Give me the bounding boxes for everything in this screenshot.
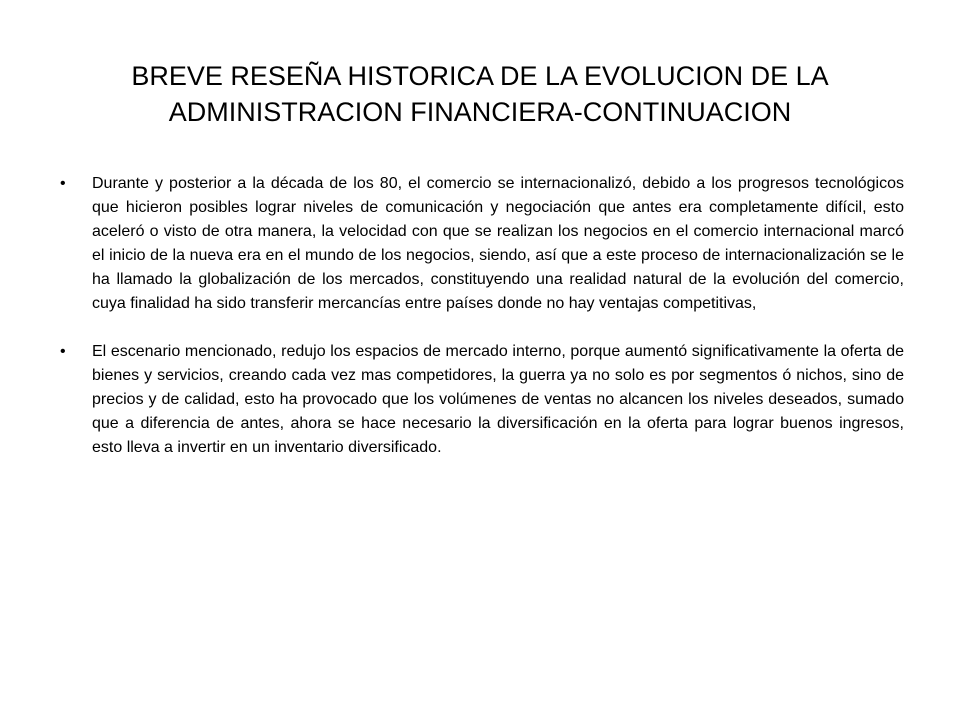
slide-title: BREVE RESEÑA HISTORICA DE LA EVOLUCION DE LA ADMINISTRACION FINANCIERA-CONTINUACION — [131, 61, 829, 127]
bullet-text: El escenario mencionado, redujo los espacios de mercado interno, porque aumentó significativamente la oferta de bienes y servicios, creando cada vez mas competidores, la guerra ya no solo es por segmentos ó nichos, sino de precios y de calidad, esto ha provocado que los volúmenes de ventas no alcancen los niveles deseados, sumado que a diferencia de antes, ahora se hace necesario la diversificación en la oferta para lograr buenos ingresos, esto lleva a invertir en un inventario diversificado. — [92, 343, 904, 456]
bullet-text: Durante y posterior a la década de los 80, el comercio se internacionalizó, debido a los progresos tecnológicos que hicieron posibles lograr niveles de comunicación y negociación que antes era completamente difícil, esto aceleró o visto de otra manera, la velocidad con que se realizan los negocios en el comercio internacional marcó el inicio de la nueva era en el mundo de los negocios, siendo, así que a este proceso de internacionalización se le ha llamado la globalización de los mercados, constituyendo una realidad natural de la evolución del comercio, cuya finalidad ha sido transferir mercancías entre países donde no hay ventajas competitivas, — [92, 175, 904, 312]
bullet-item-1 — [60, 172, 904, 316]
bullet-dot-icon: • — [60, 343, 66, 360]
bullet-dot-icon: • — [60, 175, 66, 192]
bullet-item-2 — [60, 340, 904, 460]
bullet-list — [60, 172, 904, 460]
